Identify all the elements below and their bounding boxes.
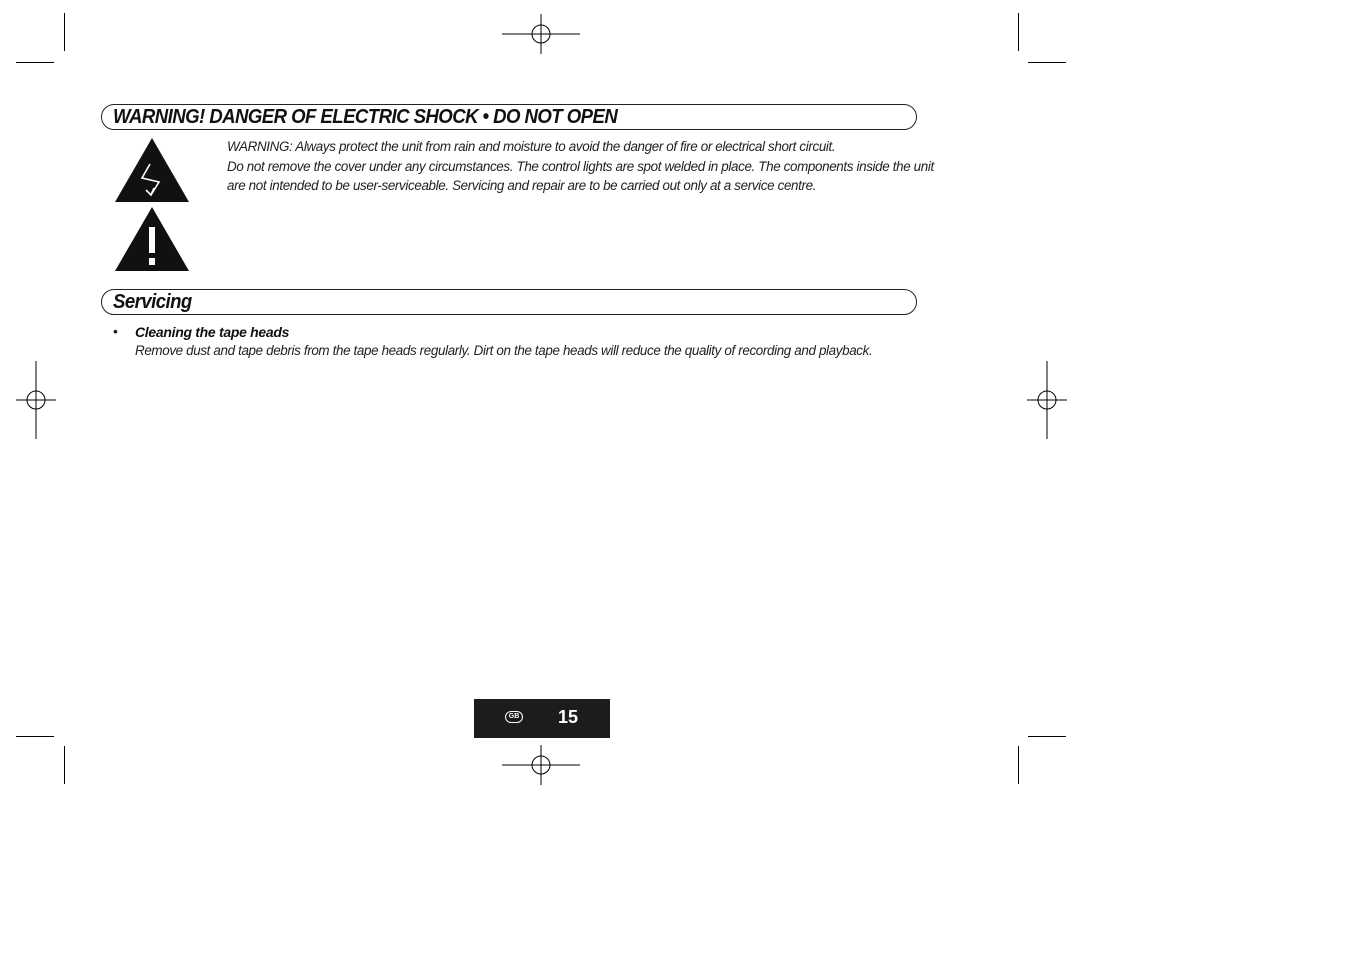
servicing-heading: Servicing bbox=[113, 291, 192, 313]
warning-line: WARNING: Always protect the unit from rain and moisture to avoid the danger of fire or electrical short circuit. bbox=[227, 139, 836, 154]
registration-mark-icon bbox=[502, 14, 580, 54]
servicing-header bbox=[101, 289, 917, 315]
warning-text bbox=[227, 137, 967, 196]
page-number: 15 bbox=[558, 707, 579, 727]
crop-mark bbox=[16, 62, 54, 63]
crop-mark bbox=[1028, 62, 1066, 63]
bullet-marker: • bbox=[113, 324, 118, 339]
crop-mark bbox=[64, 13, 65, 51]
exclamation-warning-icon bbox=[115, 207, 189, 271]
crop-mark bbox=[64, 746, 65, 784]
crop-mark bbox=[1018, 746, 1019, 784]
crop-mark bbox=[1028, 736, 1066, 737]
bullet-text: Remove dust and tape debris from the tape heads regularly. Dirt on the tape heads will reduce the quality of recording and playback. bbox=[135, 343, 873, 358]
registration-mark-icon bbox=[502, 745, 580, 785]
country-code-badge: GB bbox=[505, 711, 523, 723]
page-number-badge bbox=[474, 699, 610, 738]
lightning-warning-icon bbox=[115, 138, 189, 202]
warning-line: are not intended to be user-serviceable. Servicing and repair are to be carried out only at a service centre. bbox=[227, 178, 817, 194]
registration-mark-icon bbox=[1027, 361, 1067, 439]
crop-mark bbox=[16, 736, 54, 737]
crop-mark bbox=[1018, 13, 1019, 51]
warning-header bbox=[101, 104, 917, 130]
registration-mark-icon bbox=[16, 361, 56, 439]
bullet-title: Cleaning the tape heads bbox=[135, 324, 290, 340]
warning-line: Do not remove the cover under any circumstances. The control lights are spot welded in place. The components inside the unit bbox=[227, 158, 934, 174]
warning-heading: WARNING! DANGER OF ELECTRIC SHOCK • DO NOT OPEN bbox=[113, 106, 618, 128]
